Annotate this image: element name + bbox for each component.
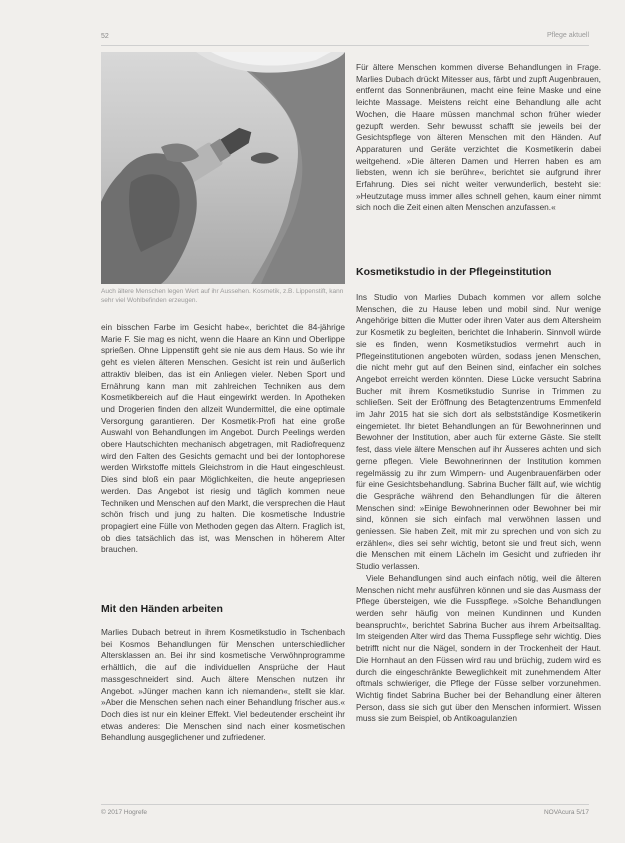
issue-label: NOVAcura 5/17 bbox=[543, 809, 589, 816]
right-column-top bbox=[356, 62, 601, 214]
treatments-paragraph: Für ältere Menschen kommen diverse Behandlungen in Frage. Marlies Dubach drückt Mitesser aus, färbt und zupft Augenbrauen, entfernt das Sonnenbräunen, macht eine feine Maske und eine leichte Massage. Meistens reicht eine Behandlung alle acht Wochen, die Haare müssen manchmal schon früher wieder gezupft werden. Sehr bewusst schafft sie jeweils bei der Gesichtspflege von älteren Menschen mit den Händen. Auf Apparaturen und Geräte verzichtet die Kosmetikerin dabei weitgehend. »Die älteren Damen und Herren haben es am liebsten, wenn ich sie berühre«, berichtet sie aufgrund ihrer Erfahrung. Dies sei nicht weiter verwunderlich, besteht sie: »Heutzutage muss immer alles schnell gehen, kaum einer nimmt sich noch die Zeit einen alten Menschen anzufassen.« bbox=[356, 62, 601, 213]
lipstick-photo bbox=[101, 52, 345, 284]
left-column-intro bbox=[101, 322, 345, 556]
intro-paragraph: ein bisschen Farbe im Gesicht habe«, berichtet die 84-jährige Marie F. Sie mag es nicht, wenn die Haare an Kinn und Oberlippe sprießen. Ohne Lippenstift geht sie nie aus dem Haus. So wie ihr geht es vielen älteren Menschen. Gesicht ist rein und äußerlich attraktiv bleiben, das ist ein Anliegen vieler. Neben Sport und Ernährung kann man mit zahlreichen Techniken aus dem Kosmetikbereich auf die Haut eingewirkt werden. In Apotheken und Drogerien finden den allzeit Wundermittel, die eine optimale Versorgung garantieren. Der Kosmetik-Profi hat eine große Auswahl von Behandlungen im Angebot. Durch Peelings werden obere Hautschichten mechanisch abgetragen, mit Radiofrequenz wird den Falten des Gesichts gemacht und bei der Iontophorese werden Wirkstoffe mittels Gleichstrom in die Haut eingeschleust. Dies sind bloß ein paar Möglichkeiten, die heute angepriesen werden. Das Angebot ist riesig und täglich kommen neue Techniken und Menschen auf den Markt, die versprechen die Haut schön frisch und jung zu halten. Die kosmetische Industrie propagiert eine Fülle von Methoden gegen das Altern. Fraglich ist, ob dies tatsächlich das ist, was Menschen in höherem Alter brauchen. bbox=[101, 322, 345, 555]
section-label: Pflege aktuell bbox=[546, 32, 589, 39]
section-heading-hands: Mit den Händen arbeiten bbox=[101, 603, 223, 615]
right-column-body bbox=[356, 292, 601, 725]
studio-paragraph-1: Ins Studio von Marlies Dubach kommen vor allem solche Menschen, die zu Hause leben und mobil sind. Nur wenige Angehörige bitten die Mutter oder ihren Vater aus dem Altersheim zur Kosmetik zu begleiten, berichtet die Inhaberin. Sinnvoll würde sie es finden, wenn Kosmetikstudios vermehrt auch in Pflegeinstitutionen angeboten würden, sodass jenen Menschen, die nicht mehr gut auf den Beinen sind, einfacher ein solches Angebot erreicht werden könnten. Diese Lücke versucht Sabrina Bucher mit ihrem Kosmetikstudio Sunrise in Trimmen zu schließen. Seit der Eröffnung des Betagtenzentrums Emmenfeld im Jahr 2015 hat sie sich dort als selbstständige Kosmetikerin eingemietet. Ihr bietet Behandlungen an für Bewohnerinnen und Bewohner der Institution, aber auch für externe Gäste. Sie stellt fest, dass viele ältere Menschen auf ihr Äusseres achten und sich gerne pflegen. Viele Bewohnerinnen der Institution kommen regelmässig zu ihr zum Wimpern- und Augenbrauenfärben oder für eine Gesichtsbehandlung. Sabrina Bucher fällt auf, wie wichtig die Gespräche während den Behandlungen für die älteren Menschen sind: »Einige Bewohnerinnen oder Bewohner bei mir sind, können sie sich einfach mal verwöhnen lassen und geniessen. Sie haben Zeit, mit mir zu sprechen und von sich zu erzählen«, dies sei sehr wichtig, betont sie und freut sich, wenn die Menschen mit einem Lächeln im Gesicht und zufrieden ihr Studio verlassen. bbox=[356, 292, 601, 572]
studio-paragraph-2: Viele Behandlungen sind auch einfach nötig, weil die älteren Menschen nicht mehr ausführen können und sie das Ausmass der Pflege übersteigen, wie die Fusspflege. »Solche Behandlungen werden sehr häufig von meinen Kundinnen und Kunden beansprucht«, berichtet Sabrina Bucher aus ihrem Arbeitsalltag. Im steigenden Alter wird das Thema Fusspflege sehr wichtig. Dies betrifft nicht nur die Nägel, sondern in der Trockenheit der Haut. Die Hornhaut an den Füssen wird rau und brüchig, zudem wird es durch die eingeschränkte Beweglichkeit mit zunehmendem Alter oftmals schwieriger, die Pflege der Füsse selber vorzunehmen. Wichtig findet Sabrina Bucher bei der Behandlung einer älteren Person, dass sie sich gut über den Menschen informiert. Wissen muss sie zum Beispiel, ob Antikoagulanzien bbox=[356, 572, 601, 724]
hands-paragraph: Marlies Dubach betreut in ihrem Kosmetikstudio in Tschenbach bei Kosmos Behandlungen für Menschen unterschiedlicher Altersklassen an. Bei ihr sind kosmetische Verwöhnprogramme erhältlich, die auf die individuellen Ansprüche der Haut massgeschneidert sind. Auch ältere Menschen nutzen ihr Angebot. »Jünger machen kann ich niemanden«, stellt sie klar. »Aber die Menschen sehen nach einer Behandlung frischer aus.« Doch dies ist nur ein kleiner Effekt. Viel bedeutender erscheint ihr etwas anderes: Die Menschen sind nach einer kosmetischen Behandlung ausgeglichener und zufriedener. bbox=[101, 627, 345, 743]
footer-rule bbox=[101, 804, 589, 805]
left-column-body bbox=[101, 627, 345, 744]
photo-illustration bbox=[101, 52, 345, 284]
section-heading-studio: Kosmetikstudio in der Pflegeinstitution bbox=[356, 266, 552, 278]
header-rule bbox=[101, 45, 589, 46]
figure-caption: Auch ältere Menschen legen Wert auf ihr Aussehen. Kosmetik, z.B. Lippenstift, kann sehr viel Wohlbefinden erzeugen. bbox=[101, 288, 344, 304]
copyright: © 2017 Hogrefe bbox=[101, 809, 147, 816]
page-number: 52 bbox=[101, 33, 109, 40]
